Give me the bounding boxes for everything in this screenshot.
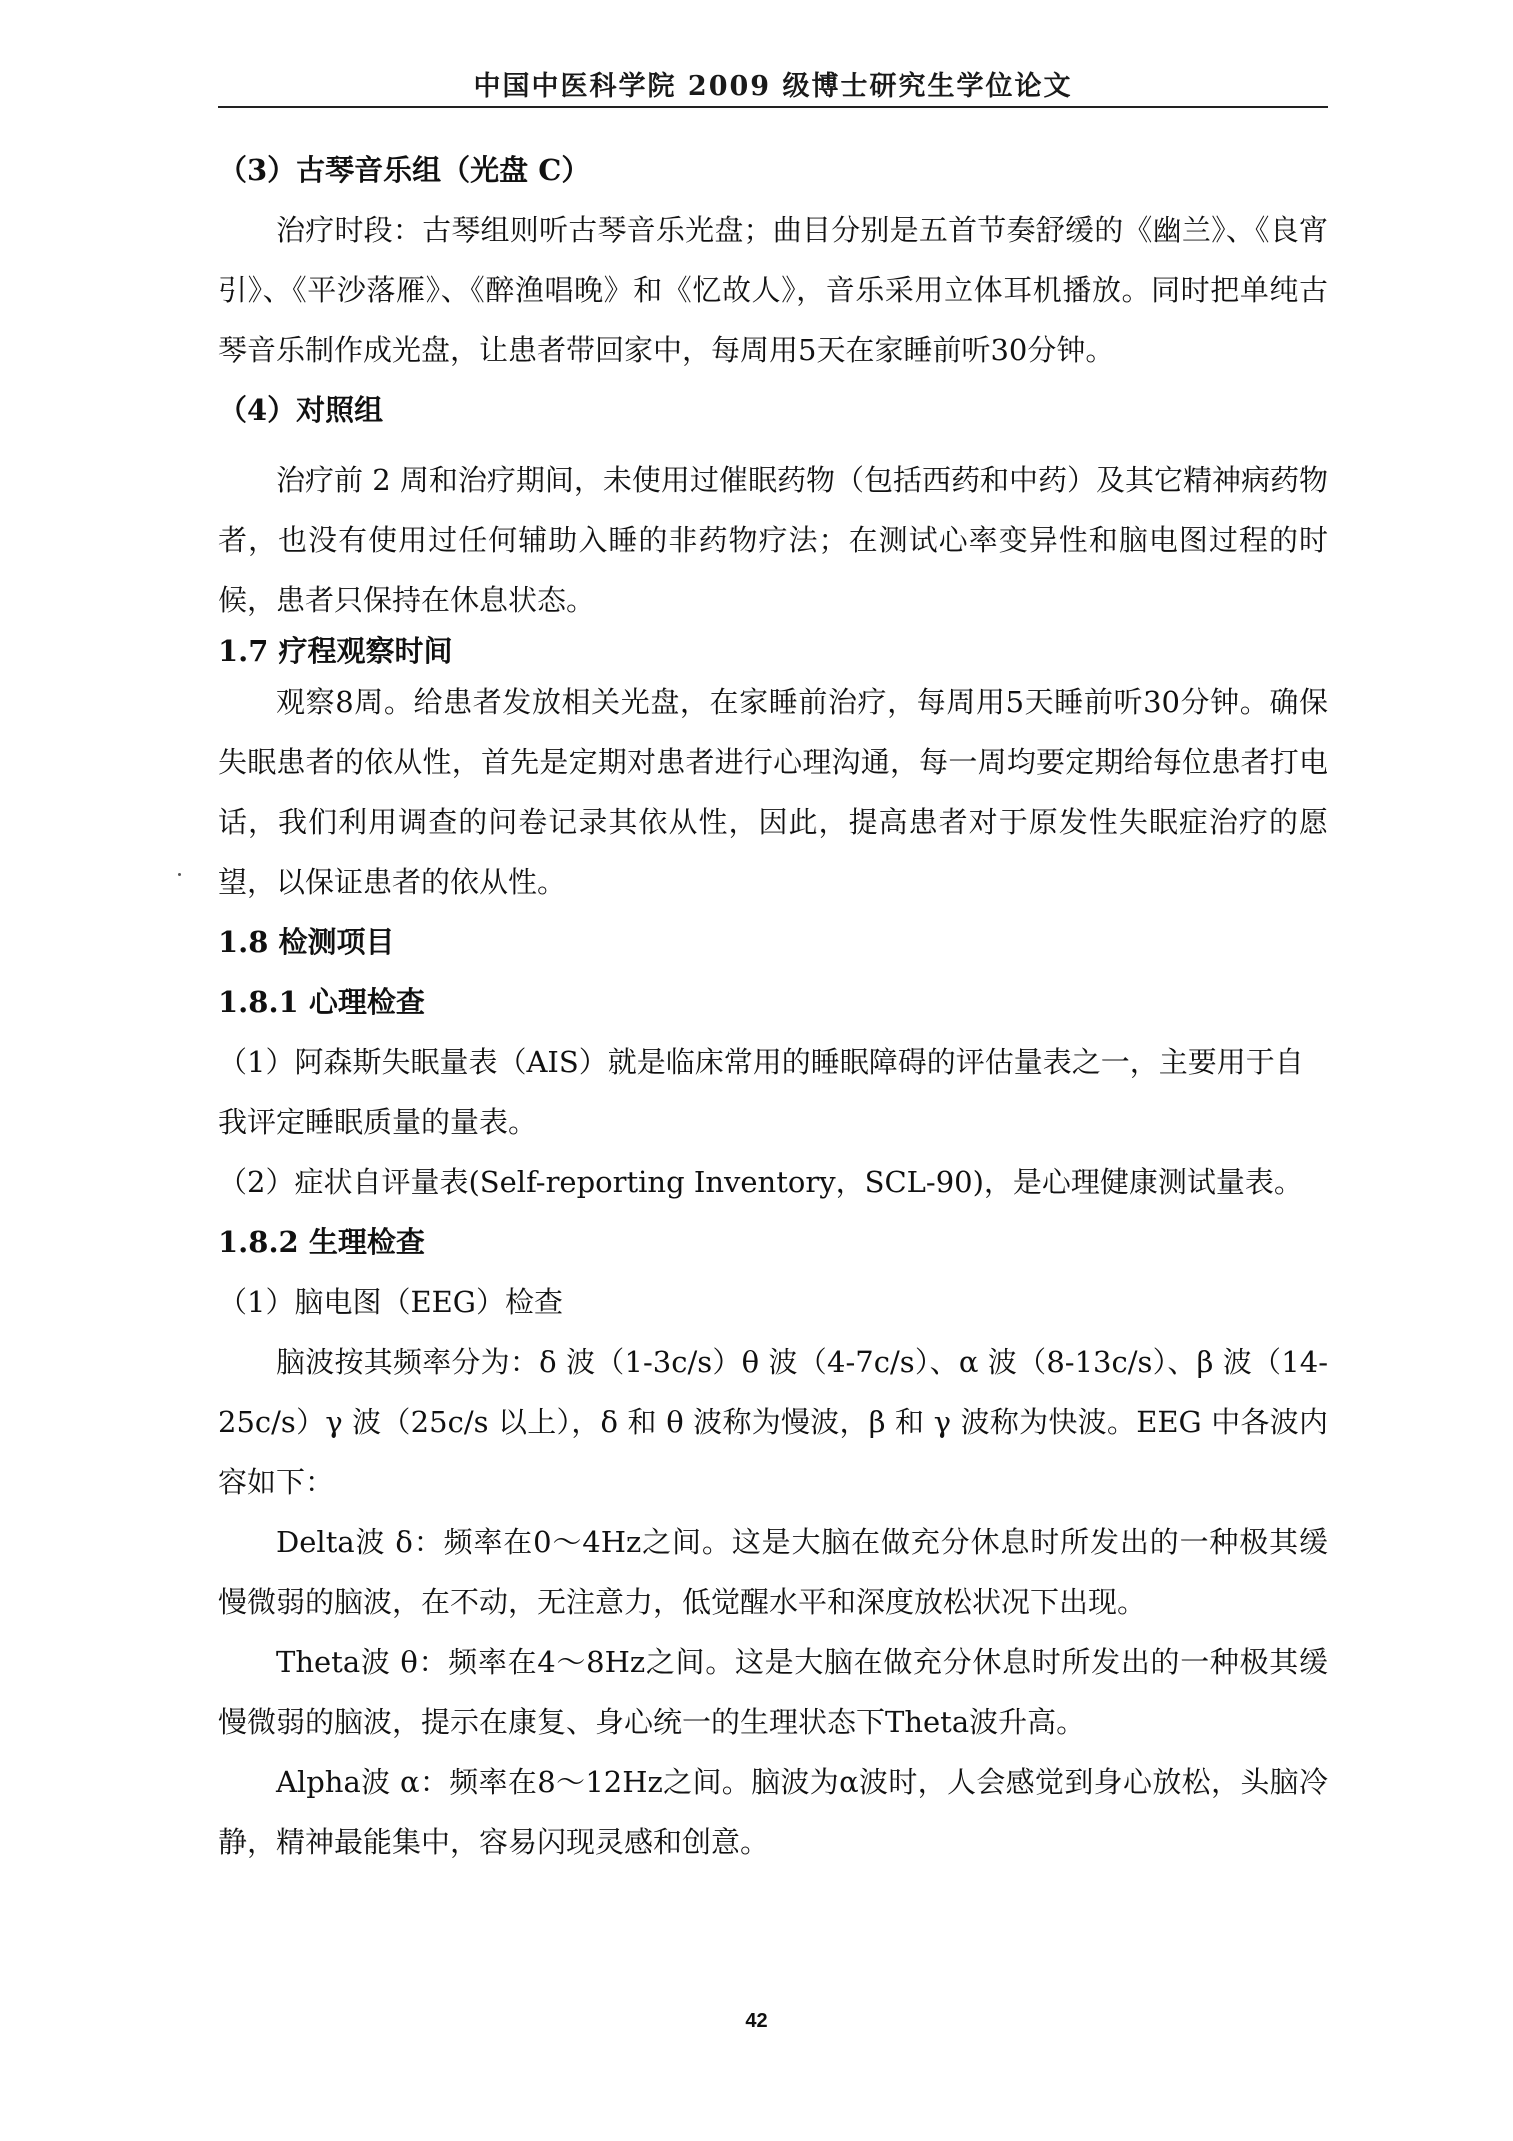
- header-rule: [218, 106, 1328, 108]
- eeg-paragraph: 脑波按其频率分为：δ 波（1-3c/s）θ 波（4-7c/s）、α 波（8-13c/s）、β 波（14-25c/s）γ 波（25c/s 以上），δ 和 θ 波称为慢波，β 和 γ 波称为快波。EEG 中各波内容如下：: [218, 1345, 1328, 1499]
- psych-check-heading: 1.8.1 心理检查: [218, 985, 425, 1019]
- control-group-title: （4）对照组: [218, 393, 384, 427]
- psych-item-ais: （1）阿森斯失眠量表（AIS）就是临床常用的睡眠障碍的评估量表之一，主要用于自我评定睡眠质量的量表。: [218, 1045, 1304, 1139]
- scan-speck: [178, 873, 181, 876]
- guqin-group-paragraph: 治疗时段：古琴组则听古琴音乐光盘；曲目分别是五首节奏舒缓的《幽兰》、《良宵引》、《平沙落雁》、《醉渔唱晚》和《忆故人》，音乐采用立体耳机播放。同时把单纯古琴音乐制作成光盘，让患者带回家中，每周用5天在家睡前听30分钟。: [218, 213, 1328, 367]
- page-number: 42: [745, 2010, 768, 2032]
- running-header: 中国中医科学院 2009 级博士研究生学位论文: [473, 71, 1073, 102]
- observation-paragraph: 观察8周。给患者发放相关光盘，在家睡前治疗，每周用5天睡前听30分钟。确保失眠患者的依从性，首先是定期对患者进行心理沟通，每一周均要定期给每位患者打电话，我们利用调查的问卷记录其依从性，因此，提高患者对于原发性失眠症治疗的愿望，以保证患者的依从性。: [218, 685, 1328, 899]
- eeg-heading: （1）脑电图（EEG）检查: [218, 1285, 563, 1319]
- guqin-group-title: （3）古琴音乐组（光盘 C）: [218, 153, 591, 187]
- delta-paragraph: Delta波 δ：频率在0～4Hz之间。这是大脑在做充分休息时所发出的一种极其缓慢微弱的脑波，在不动，无注意力，低觉醒水平和深度放松状况下出现。: [218, 1525, 1328, 1619]
- observation-heading: 1.7 疗程观察时间: [218, 634, 453, 668]
- control-group-paragraph: 治疗前 2 周和治疗期间，未使用过催眠药物（包括西药和中药）及其它精神病药物者，也没有使用过任何辅助入睡的非药物疗法；在测试心率变异性和脑电图过程的时候，患者只保持在休息状态。: [218, 463, 1328, 617]
- main-content: [218, 140, 1328, 1872]
- physio-check-heading: 1.8.2 生理检查: [218, 1225, 425, 1259]
- alpha-paragraph: Alpha波 α：频率在8～12Hz之间。脑波为α波时，人会感觉到身心放松，头脑冷静，精神最能集中，容易闪现灵感和创意。: [218, 1765, 1328, 1859]
- psych-item-scl90: （2）症状自评量表(Self-reporting Inventory，SCL-90)，是心理健康测试量表。: [218, 1165, 1303, 1199]
- detection-heading: 1.8 检测项目: [218, 925, 395, 959]
- spacer: [218, 440, 1328, 450]
- theta-paragraph: Theta波 θ：频率在4～8Hz之间。这是大脑在做充分休息时所发出的一种极其缓慢微弱的脑波，提示在康复、身心统一的生理状态下Theta波升高。: [218, 1645, 1328, 1739]
